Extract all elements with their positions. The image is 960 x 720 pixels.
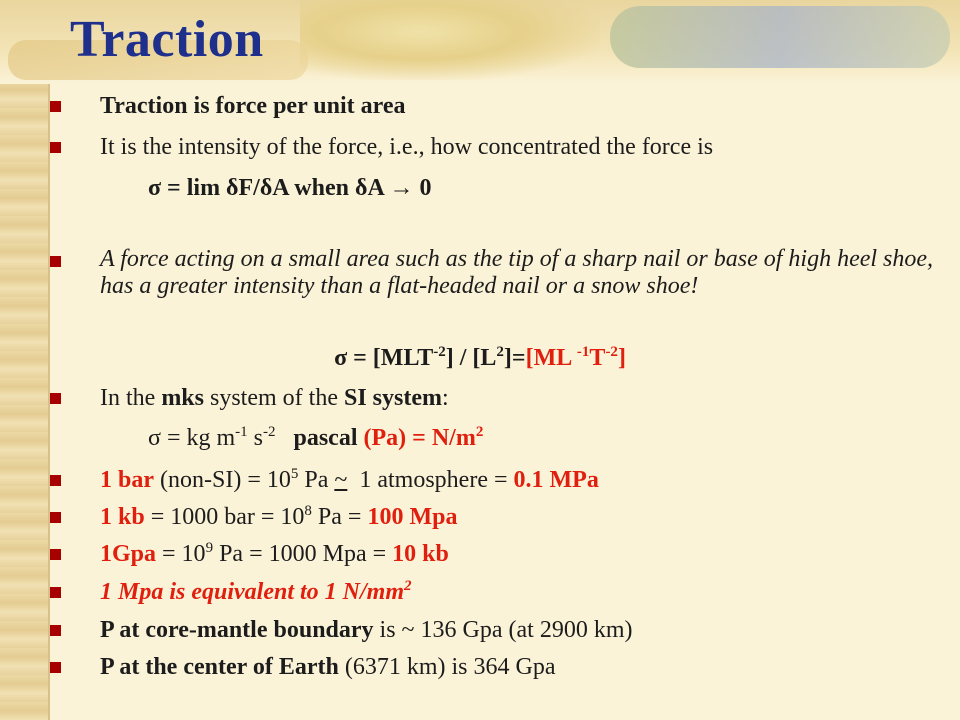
bullet-square xyxy=(50,475,61,486)
eq-sup: -1 xyxy=(235,424,248,440)
equation-units xyxy=(148,424,483,452)
text-run-red: 1 kb xyxy=(100,504,145,530)
eq-part-red: [ML xyxy=(525,345,577,371)
eq-sup: -2 xyxy=(605,344,618,360)
eq-sup: 8 xyxy=(304,503,312,519)
text-run-red: 10 kb xyxy=(392,541,449,567)
bullet-text xyxy=(100,466,599,494)
text-run-red: 0.1 MPa xyxy=(513,467,599,493)
eq-sup: -2 xyxy=(433,344,446,360)
text-run-bold: P at the center of Earth xyxy=(100,654,339,680)
text-run-bold: P at core-mantle boundary xyxy=(100,617,374,643)
text-run-red: 1Gpa xyxy=(100,541,157,567)
text-run: : xyxy=(442,385,449,411)
bullet-text: It is the intensity of the force, i.e., how concentrated the force is xyxy=(100,134,714,160)
bullet-text xyxy=(100,540,449,568)
text-run-red: 1 bar xyxy=(100,467,154,493)
text-run: = 10 xyxy=(156,541,206,567)
bullet-paragraph: A force acting on a small area such as the tip of a sharp nail or base of high heel shoe, has a greater intensity than a flat-headed nail or a snow shoe! xyxy=(100,246,934,299)
eq-part: σ = [MLT xyxy=(334,345,434,371)
bullet-text: Traction is force per unit area xyxy=(100,93,406,119)
text-run: Pa xyxy=(298,467,335,493)
bullet-text xyxy=(100,616,633,644)
eq-sup: -1 xyxy=(576,344,590,360)
eq-part: ] / [L xyxy=(445,345,497,371)
text-run: s xyxy=(247,425,263,451)
bullet-text xyxy=(100,503,457,531)
eq-sup: -2 xyxy=(262,424,276,440)
slide-title: Traction xyxy=(70,11,264,68)
bullet-text xyxy=(100,653,555,681)
equation-limit: σ = lim δF/δA when δA → 0 xyxy=(148,175,432,201)
eq-sup: 2 xyxy=(404,578,412,594)
equation-dimensions xyxy=(0,344,960,372)
eq-part-red: T xyxy=(589,345,606,371)
bullet-square xyxy=(50,625,61,636)
bullet-square xyxy=(50,587,61,598)
text-run-red: (Pa) = N/m xyxy=(363,425,476,451)
text-run: Pa = 1000 Mpa = xyxy=(213,541,393,567)
eq-part: ]= xyxy=(503,345,526,371)
text-run-bold: mks xyxy=(161,385,204,411)
bullet-square xyxy=(50,549,61,560)
bullet-square xyxy=(50,142,61,153)
bullet-square xyxy=(50,512,61,523)
text-run-bold: pascal xyxy=(275,425,364,451)
text-run-bold: SI system xyxy=(343,385,442,411)
bullet-square xyxy=(50,256,61,267)
bullet-square xyxy=(50,101,61,112)
eq-sup: 2 xyxy=(475,424,484,440)
bullet-text xyxy=(100,384,449,412)
bullet-square xyxy=(50,393,61,404)
bullet-text xyxy=(100,578,412,606)
bullet-square xyxy=(50,662,61,673)
eq-sup: 2 xyxy=(496,344,504,360)
text-run-red: 1 Mpa is equivalent to 1 N/mm xyxy=(100,579,405,605)
text-run: (non-SI) = 10 xyxy=(154,467,291,493)
text-run: is ~ 136 Gpa (at 2900 km) xyxy=(373,617,633,643)
eq-sup: 9 xyxy=(205,540,214,556)
text-run: = 1000 bar = 10 xyxy=(144,504,305,530)
eq-part-red: ] xyxy=(617,345,626,371)
text-run: system of the xyxy=(204,385,344,411)
text-run: σ = kg m xyxy=(148,425,236,451)
text-run: Pa = xyxy=(311,504,368,530)
eq-sup: 5 xyxy=(290,466,299,482)
text-run: 1 atmosphere = xyxy=(347,467,514,493)
text-run-red: 100 Mpa xyxy=(367,504,458,530)
text-run: In the xyxy=(100,385,162,411)
text-run: (6371 km) is 364 Gpa xyxy=(338,654,556,680)
approx-symbol: ~ xyxy=(334,467,348,493)
